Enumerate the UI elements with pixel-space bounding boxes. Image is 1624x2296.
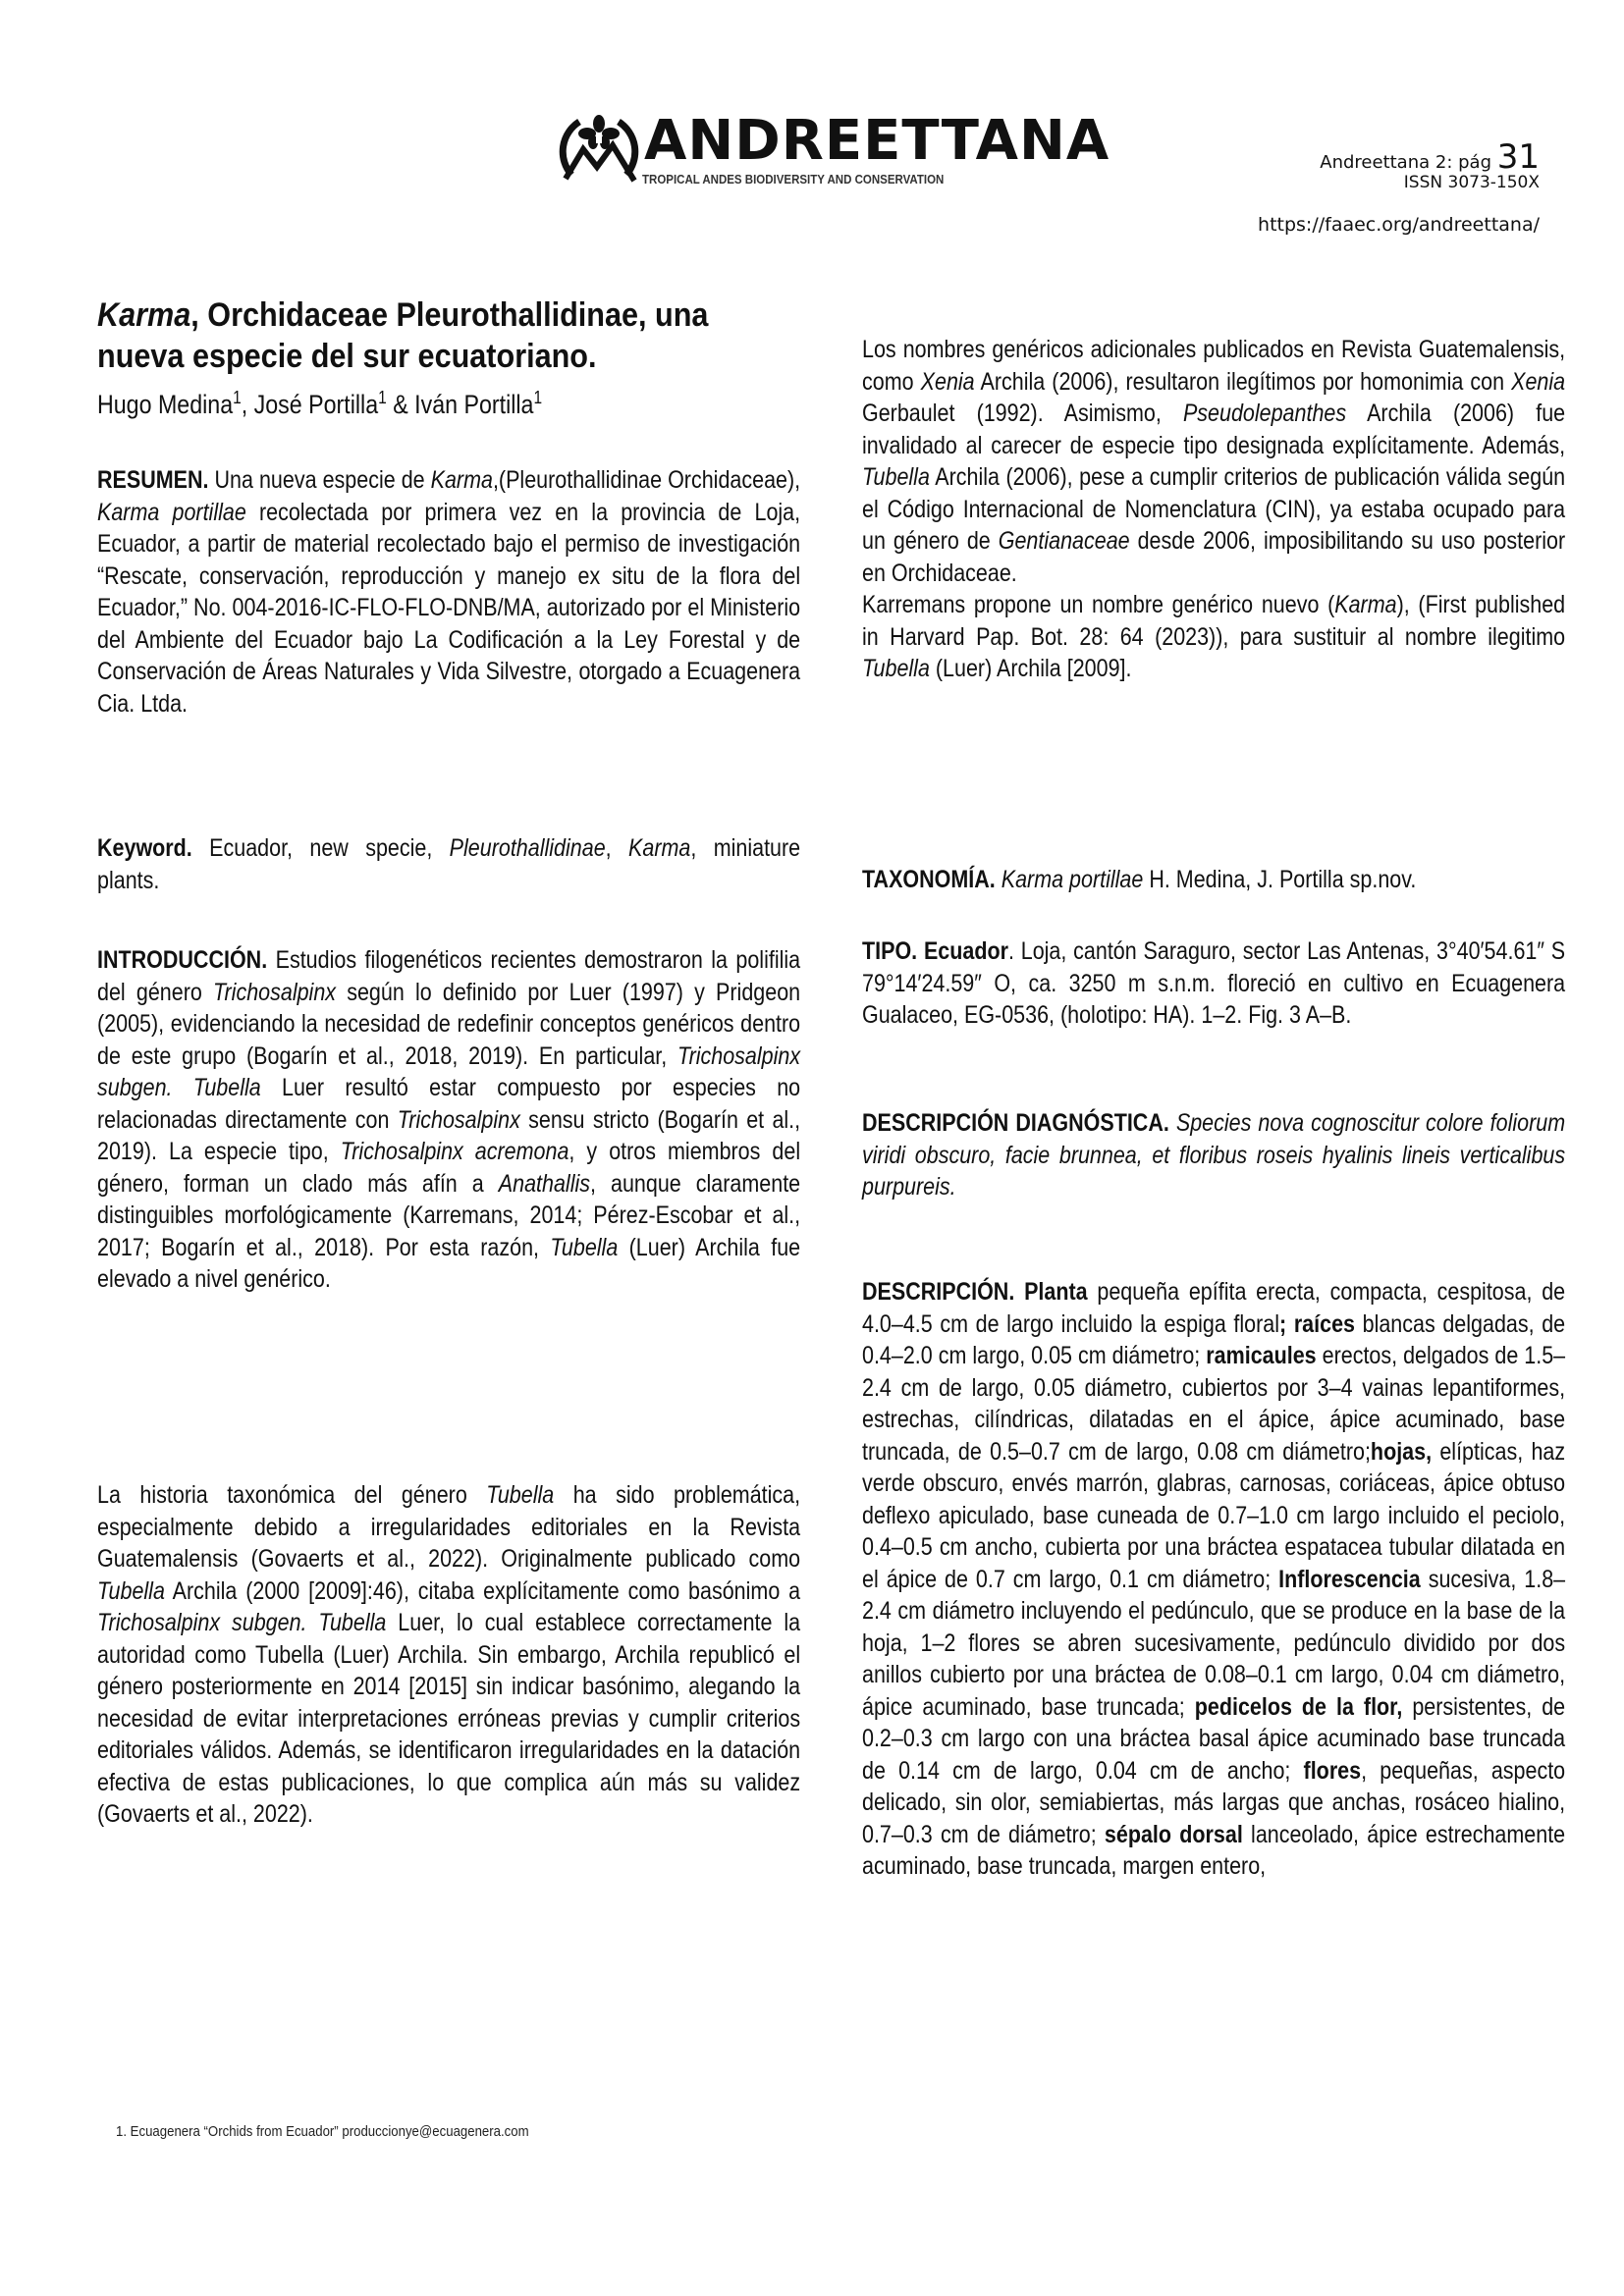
taxonomy-section (862, 864, 1565, 896)
text: pequeña epífita erecta, compacta, cespitosa, de 4.0–4.5 cm de largo incluido la espiga floral (862, 1278, 1566, 1338)
history-paragraph (97, 1479, 800, 1831)
italic-text: Tubella (862, 655, 930, 682)
text: elípticas, haz verde obscuro, envés marrón, glabras, carnosas, coriáceas, ápice obtuso deflexo apiculado, base cuneada de 0.7–1.0 cm largo incluido el peciolo, 0.4–0.5 cm ancho, cubierta por una bráctea espatacea tubular dilatada en el ápice de 0.7 cm largo, 0.1 cm diámetro; (862, 1437, 1566, 1593)
italic-text: Tubella (862, 463, 930, 491)
text: ), (First published in Harvard Pap. Bot. 28: 64 (2023)), para sustituir al nombre ilegitimo (862, 591, 1566, 651)
text: erectos, delgados de 1.5–2.4 cm de largo, 0.05 diámetro, cubiertos por 3–4 vainas lepantiformes, estrechas, cilíndricas, dilatadas en el ápice, ápice acuminado, base truncada, de 0.5–0.7 cm de largo, 0.08 cm diámetro; (862, 1342, 1566, 1466)
text: Archila (2000 [2009]:46), citaba explícitamente como basónimo a (164, 1576, 801, 1605)
text: según lo definido por Luer (1997) y Pridgeon (2005), evidenciando la necesidad de redefinir conceptos genéricos dentro de este grupo (Bogarín et al., 2018, 2019). En particular, (97, 978, 801, 1070)
affiliation-mark: 1 (533, 388, 543, 407)
italic-text: Xenia (1511, 367, 1566, 396)
section-label: INTRODUCCIÓN. (97, 946, 268, 974)
text: lanceolado, ápice estrechamente acuminado, base truncada, margen entero, (862, 1820, 1566, 1880)
text: , y otros miembros del género, forman un clado más afín a (97, 1138, 801, 1198)
author: Hugo Medina (97, 390, 234, 419)
italic-text: Gentianaceae (998, 527, 1130, 555)
bold-term: flores (1303, 1756, 1362, 1785)
italic-text: Pseudolepanthes (1182, 400, 1347, 427)
text: Archila (2006), resultaron ilegítimos por homonimia con (974, 367, 1512, 396)
italic-text: Anathallis (498, 1169, 590, 1198)
italic-text: Species nova cognoscitur colore foliorum viridi obscuro, facie brunnea, et floribus roseis hyalinis lineis verticalibus purpureis. (862, 1109, 1566, 1201)
bold-term: raíces (1286, 1309, 1355, 1338)
section-label: Keyword. (97, 834, 192, 862)
text: . Loja, cantón Saraguro, sector Las Antenas, 3°40′54.61″ S 79°14′24.59″ O, ca. 3250 m s.n.m. floreció en cultivo en Ecuagenera Gualaceo, EG-0536, (holotipo: HA). 1–2. Fig. 3 A–B. (862, 937, 1566, 1029)
text: Luer, lo cual establece correctamente la autoridad como Tubella (Luer) Archila. Sin embargo, Archila republicó el género posteriormente en 2014 [2015] sin indicar basónimo, alegando la necesidad de evitar interpretaciones erróneas previas y cumplir criterios editoriales válidos. Además, se identificaron irregularidades en la datación efectiva de estas publicaciones, lo que complica aún más su validez (Govaerts et al., 2022). (97, 1609, 801, 1828)
italic-text: Karma (1334, 591, 1397, 618)
logo-wordmark: ANDREETTANA (644, 109, 1110, 173)
italic-text: Trichosalpinx acremona (340, 1138, 569, 1165)
generic-names-paragraph (862, 334, 1565, 685)
issn: ISSN 3073-150X (1403, 173, 1540, 192)
italic-text: Tubella (97, 1576, 165, 1605)
italic-text: Karma (628, 834, 691, 862)
author-list (97, 388, 542, 420)
text: Gerbaulet (1992). Asimismo, (862, 400, 1183, 427)
author-separator: & (386, 390, 415, 419)
description-section (862, 1276, 1565, 1883)
section-label: TAXONOMÍA. (862, 866, 996, 893)
italic-text: Trichosalpinx (397, 1105, 520, 1134)
bold-term: ramicaules (1206, 1342, 1317, 1369)
italic-text: Trichosalpinx subgen. Tubella (97, 1041, 801, 1101)
text: , (605, 834, 629, 862)
bold-term: sépalo dorsal (1104, 1820, 1243, 1848)
text: (Luer) Archila fue elevado a nivel genérico. (97, 1233, 801, 1293)
text: Luer resultó estar compuesto por especies no relacionadas directamente con (97, 1074, 801, 1134)
text: Ecuador, new specie, (191, 834, 450, 862)
introduction-section (97, 944, 800, 1296)
italic-text: Karma (430, 466, 493, 494)
italic-text: Xenia (920, 367, 975, 396)
text: Karremans propone un nombre genérico nuevo ( (862, 591, 1335, 618)
footnote: 1. Ecuagenera “Orchids from Ecuador” produccionye@ecuagenera.com (116, 2123, 529, 2140)
bold-term: ; (1279, 1309, 1287, 1338)
section-label: TIPO. Ecuador (862, 937, 1008, 965)
text: , pequeñas, aspecto delicado, sin olor, semiabiertas, más largas que anchas, rosáceo hialino, 0.7–0.3 cm de diámetro; (862, 1756, 1566, 1848)
affiliation-mark: 1 (378, 388, 387, 407)
italic-text: Karma portillae (995, 866, 1144, 893)
italic-text: Pleurothallidinae (449, 834, 606, 862)
text: (Luer) Archila [2009]. (929, 655, 1132, 682)
text: persistentes, de 0.2–0.3 cm largo con una bráctea basal ápice acuminado base truncada de 0.14 cm de largo, 0.04 cm de ancho; (862, 1692, 1566, 1785)
text: desde 2006, imposibilitando su uso posterior en Orchidaceae. (862, 527, 1566, 587)
text: , miniature plants. (97, 834, 801, 894)
bold-term: pedicelos de la flor, (1194, 1692, 1403, 1721)
section-label: RESUMEN. (97, 466, 209, 494)
text: Los nombres genéricos adicionales publicados en Revista Guatemalensis, como (862, 336, 1566, 396)
journal-url[interactable]: https://faaec.org/andreettana/ (1258, 214, 1540, 236)
author-separator: , (241, 390, 254, 419)
italic-text: Karma portillae (97, 498, 246, 526)
section-label: DESCRIPCIÓN. (862, 1278, 1015, 1306)
keywords-section (97, 832, 800, 896)
diagnostic-section (862, 1107, 1565, 1203)
text: Archila (2006) fue invalidado al carecer de especie tipo designada explícitamente. Además, (862, 400, 1566, 459)
text: Archila (2006), pese a cumplir criterios de publicación válida según el Código Internacional de Nomenclatura (CIN), ya estaba ocupado para un género de (862, 463, 1566, 555)
italic-text: Trichosalpinx subgen. Tubella (97, 1609, 387, 1636)
text: recolectada por primera vez en la provincia de Loja, Ecuador, a partir de material recolectado bajo el permiso de investigación “Rescate, conservación, reproducción y manejo ex situ de la flora del Ecuador,” No. 004-2016-IC-FLO-FLO-DNB/MA, autorizado por el Ministerio del Ambiente del Ecuador bajo La Codificación a la Ley Forestal y de Conservación de Áreas Naturales y Vida Silvestre, otorgado a Ecuagenera Cia. Ltda. (97, 498, 801, 718)
text: sucesiva, 1.8–2.4 cm diámetro incluyendo el pedúnculo, que se produce en la base de la hoja, 1–2 flores se abren sucesivamente, pedúnculo dividido por dos anillos cubierto por una bráctea de 0.08–0.1 cm largo, 0.04 cm diámetro, ápice acuminado, base truncada; (862, 1565, 1566, 1721)
bold-term: Planta (1014, 1278, 1088, 1306)
type-section (862, 935, 1565, 1032)
title-text: , Orchidaceae Pleurothallidinae, una nueva especie del sur ecuatoriano. (97, 296, 709, 375)
text: sensu stricto (Bogarín et al., 2019). La especie tipo, (97, 1105, 801, 1165)
text: Estudios filogenéticos recientes demostraron la polifilia del género (97, 946, 801, 1006)
bold-term: Inflorescencia (1278, 1565, 1421, 1593)
section-label: DESCRIPCIÓN DIAGNÓSTICA. (862, 1109, 1169, 1137)
italic-text: Tubella (550, 1233, 619, 1261)
text: blancas delgadas, de 0.4–2.0 cm largo, 0.05 cm diámetro; (862, 1309, 1566, 1369)
page-number: 31 (1496, 137, 1540, 177)
text: , aunque claramente distinguibles morfológicamente (Karremans, 2014; Pérez-Escobar et al., 2017; Bogarín et al., 2018). Por esta razón, (97, 1169, 801, 1261)
text: La historia taxonómica del género (97, 1481, 487, 1509)
author: José Portilla (253, 390, 379, 419)
italic-text: Trichosalpinx (212, 978, 337, 1006)
italic-text: Tubella (486, 1481, 555, 1509)
orchid-mountain-icon (558, 110, 640, 192)
journal-info (1258, 137, 1540, 236)
text: H. Medina, J. Portilla sp.nov. (1143, 866, 1417, 893)
logo-tagline: TROPICAL ANDES BIODIVERSITY AND CONSERVATION (642, 173, 945, 187)
journal-logo (558, 109, 1110, 192)
article-title (97, 294, 733, 377)
text: ,(Pleurothallidinae Orchidaceae), (492, 466, 801, 494)
title-genus: Karma (97, 296, 191, 334)
text: ha sido problemática, especialmente debido a irregularidades editoriales en la Revista Guatemalensis (Govaerts et al., 2022). Originalmente publicado como (97, 1481, 801, 1573)
affiliation-mark: 1 (233, 388, 242, 407)
bold-term: hojas, (1370, 1437, 1433, 1466)
journal-reference: Andreettana 2: pág (1320, 152, 1491, 173)
author: Iván Portilla (414, 390, 534, 419)
text: Una nueva especie de (208, 466, 431, 494)
abstract-section (97, 464, 800, 720)
